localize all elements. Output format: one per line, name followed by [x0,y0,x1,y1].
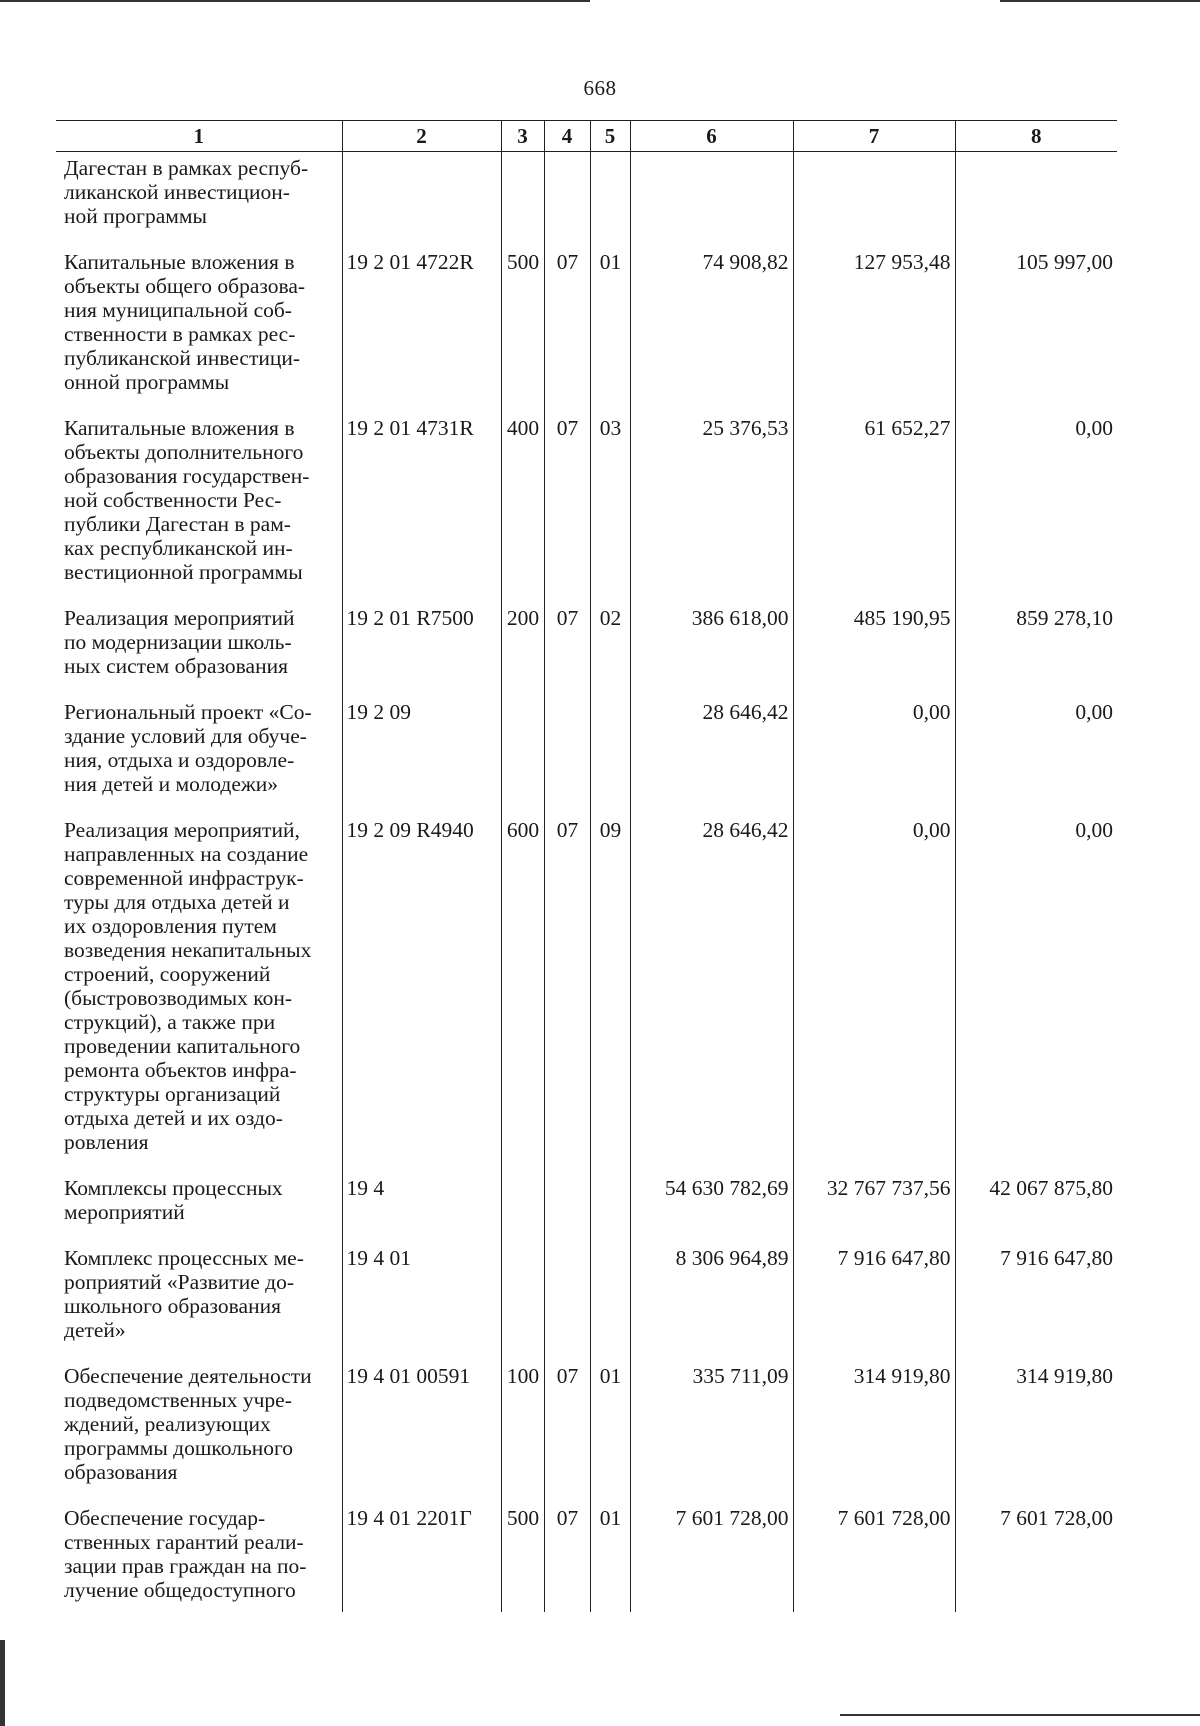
section-cell: 07 [544,416,590,606]
target-article-code-cell: 19 2 09 R4940 [342,818,501,1176]
row-name-line: публики Дагестан в рам- [64,512,291,536]
table-row [56,700,1117,818]
table-row [56,1176,1117,1246]
amount-column-7-cell: 7 601 728,00 [793,1506,955,1612]
amount-column-6-cell: 8 306 964,89 [630,1246,793,1364]
expense-type-cell: 600 [501,818,544,1176]
row-name-cell [56,416,342,606]
section-cell [544,1176,590,1246]
row-name-line: проведении капитального [64,1034,301,1058]
section-cell: 07 [544,1506,590,1612]
amount-column-6-cell: 25 376,53 [630,416,793,606]
table-header-row [56,121,1117,152]
row-name-line: струкций), а также при [64,1010,276,1034]
row-name-line: ной собственности Рес- [64,488,282,512]
column-header-3: 3 [501,121,544,152]
amount-column-6-cell: 28 646,42 [630,818,793,1176]
amount-column-8-cell: 0,00 [955,818,1117,1176]
amount-column-8-cell: 7 916 647,80 [955,1246,1117,1364]
amount-column-8-cell [955,152,1117,251]
row-name-line: Дагестан в рамках респуб- [64,156,309,180]
amount-column-6-cell: 28 646,42 [630,700,793,818]
row-name-line: возведения некапитальных [64,938,312,962]
row-name-line: объекты общего образова- [64,274,306,298]
row-name-line: отдыха детей и их оздо- [64,1106,283,1130]
row-name-cell [56,1176,342,1246]
expense-type-cell [501,1246,544,1364]
target-article-code-cell [342,152,501,251]
row-name-line: образования государствен- [64,464,310,488]
row-name-line: Комплекс процессных ме- [64,1246,304,1270]
scan-left-edge [0,1640,5,1726]
row-name-line: Реализация мероприятий [64,606,295,630]
row-name-cell [56,152,342,251]
table-row [56,818,1117,1176]
row-name-line: онной программы [64,370,230,394]
subsection-cell: 03 [590,416,630,606]
column-header-4: 4 [544,121,590,152]
table-row [56,1246,1117,1364]
budget-table [56,120,1117,1612]
row-name-line: ной программы [64,204,207,228]
amount-column-7-cell [793,152,955,251]
target-article-code-cell: 19 2 09 [342,700,501,818]
row-name-line: Капитальные вложения в [64,416,295,440]
subsection-cell: 01 [590,1364,630,1506]
amount-column-8-cell: 42 067 875,80 [955,1176,1117,1246]
subsection-cell: 09 [590,818,630,1176]
amount-column-7-cell: 127 953,48 [793,250,955,416]
row-name-line: Обеспечение деятельности [64,1364,312,1388]
row-name-line: ственных гарантий реали- [64,1530,304,1554]
row-name-line: структуры организаций [64,1082,281,1106]
row-name-line: подведомственных учре- [64,1388,292,1412]
section-cell [544,700,590,818]
expense-type-cell [501,1176,544,1246]
row-name-line: ния детей и молодежи» [64,772,278,796]
table-row [56,250,1117,416]
amount-column-8-cell: 314 919,80 [955,1364,1117,1506]
scan-top-line [0,0,590,2]
row-name-line: ственности в рамках рес- [64,322,296,346]
subsection-cell [590,1246,630,1364]
row-name-line: их оздоровления путем [64,914,277,938]
row-name-cell [56,818,342,1176]
row-name-line: ждений, реализующих [64,1412,271,1436]
section-cell [544,1246,590,1364]
amount-column-8-cell: 0,00 [955,700,1117,818]
table-row [56,1506,1117,1612]
scan-top-right-line [1000,0,1200,2]
table-row [56,152,1117,251]
row-name-line: здание условий для обуче- [64,724,307,748]
row-name-line: Обеспечение государ- [64,1506,266,1530]
amount-column-7-cell: 7 916 647,80 [793,1246,955,1364]
row-name-line: школьного образования [64,1294,281,1318]
expense-type-cell: 100 [501,1364,544,1506]
section-cell: 07 [544,250,590,416]
table-row [56,606,1117,700]
section-cell: 07 [544,818,590,1176]
row-name-line: современной инфраструк- [64,866,304,890]
target-article-code-cell: 19 4 01 2201Г [342,1506,501,1612]
row-name-cell [56,250,342,416]
column-header-1: 1 [56,121,342,152]
amount-column-6-cell: 386 618,00 [630,606,793,700]
subsection-cell [590,1176,630,1246]
amount-column-7-cell: 32 767 737,56 [793,1176,955,1246]
column-header-2: 2 [342,121,501,152]
row-name-line: программы дошкольного [64,1436,294,1460]
amount-column-6-cell: 335 711,09 [630,1364,793,1506]
row-name-line: публиканской инвестици- [64,346,301,370]
amount-column-8-cell: 859 278,10 [955,606,1117,700]
section-cell [544,152,590,251]
subsection-cell [590,152,630,251]
target-article-code-cell: 19 4 01 [342,1246,501,1364]
expense-type-cell [501,700,544,818]
amount-column-6-cell [630,152,793,251]
target-article-code-cell: 19 2 01 4731R [342,416,501,606]
amount-column-8-cell: 105 997,00 [955,250,1117,416]
expense-type-cell: 400 [501,416,544,606]
subsection-cell: 02 [590,606,630,700]
row-name-line: Реализация мероприятий, [64,818,300,842]
expense-type-cell: 500 [501,1506,544,1612]
row-name-cell [56,1246,342,1364]
row-name-line: ках республиканской ин- [64,536,293,560]
subsection-cell [590,700,630,818]
row-name-line: направленных на создание [64,842,309,866]
row-name-line: ния муниципальной соб- [64,298,292,322]
row-name-line: туры для отдыха детей и [64,890,290,914]
row-name-line: (быстровозводимых кон- [64,986,293,1010]
row-name-line: ремонта объектов инфра- [64,1058,297,1082]
row-name-line: мероприятий [64,1200,185,1224]
expense-type-cell [501,152,544,251]
amount-column-7-cell: 0,00 [793,818,955,1176]
row-name-line: Комплексы процессных [64,1176,283,1200]
section-cell: 07 [544,606,590,700]
table-body [56,152,1117,1613]
row-name-line: образования [64,1460,178,1484]
column-header-7: 7 [793,121,955,152]
amount-column-6-cell: 54 630 782,69 [630,1176,793,1246]
row-name-line: по модернизации школь- [64,630,292,654]
row-name-line: лучение общедоступного [64,1578,296,1602]
table-row [56,1364,1117,1506]
column-header-6: 6 [630,121,793,152]
target-article-code-cell: 19 2 01 4722R [342,250,501,416]
row-name-line: ровления [64,1130,149,1154]
amount-column-7-cell: 61 652,27 [793,416,955,606]
subsection-cell: 01 [590,1506,630,1612]
amount-column-8-cell: 0,00 [955,416,1117,606]
row-name-line: роприятий «Развитие до- [64,1270,295,1294]
target-article-code-cell: 19 2 01 R7500 [342,606,501,700]
row-name-line: ных систем образования [64,654,288,678]
scan-bottom-right-line [840,1714,1200,1716]
amount-column-8-cell: 7 601 728,00 [955,1506,1117,1612]
row-name-line: зации прав граждан на по- [64,1554,307,1578]
row-name-line: вестиционной программы [64,560,303,584]
amount-column-6-cell: 74 908,82 [630,250,793,416]
row-name-cell [56,1364,342,1506]
expense-type-cell: 200 [501,606,544,700]
row-name-line: строений, сооружений [64,962,271,986]
row-name-line: Региональный проект «Со- [64,700,312,724]
expense-type-cell: 500 [501,250,544,416]
amount-column-7-cell: 314 919,80 [793,1364,955,1506]
amount-column-7-cell: 0,00 [793,700,955,818]
subsection-cell: 01 [590,250,630,416]
amount-column-7-cell: 485 190,95 [793,606,955,700]
row-name-line: ликанской инвестицион- [64,180,290,204]
page-number: 668 [583,76,617,100]
section-cell: 07 [544,1364,590,1506]
target-article-code-cell: 19 4 [342,1176,501,1246]
row-name-line: детей» [64,1318,126,1342]
row-name-line: Капитальные вложения в [64,250,295,274]
target-article-code-cell: 19 4 01 00591 [342,1364,501,1506]
row-name-cell [56,1506,342,1612]
row-name-line: ния, отдыха и оздоровле- [64,748,295,772]
row-name-line: объекты дополнительного [64,440,304,464]
column-header-8: 8 [955,121,1117,152]
table-row [56,416,1117,606]
row-name-cell [56,606,342,700]
column-header-5: 5 [590,121,630,152]
amount-column-6-cell: 7 601 728,00 [630,1506,793,1612]
row-name-cell [56,700,342,818]
